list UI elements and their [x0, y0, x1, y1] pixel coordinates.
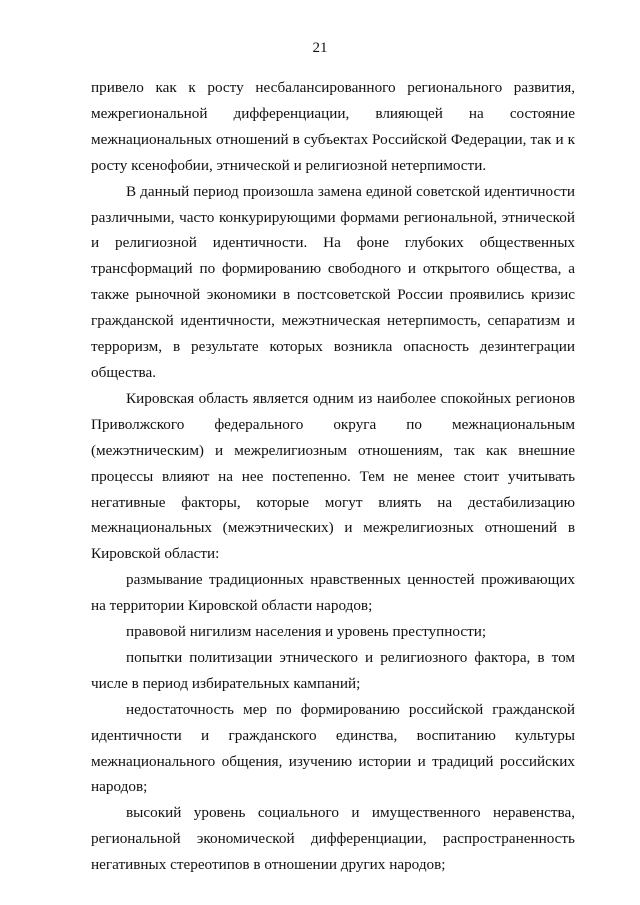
paragraph-identity-replacement: В данный период произошла замена единой советской идентичности различными, часто конкурирующими формами региональной, этнической и религиозной идентичности. На фоне глубоких общественных трансформаций по формированию свободного и открытого общества, а также рыночной экономики в постсоветской России проявились кризис гражданской идентичности, межэтническая нетерпимость, сепаратизм и терроризм, в результате которых возникла опасность дезинтеграции общества. [91, 182, 575, 381]
list-item-legal-nihilism: правовой нигилизм населения и уровень преступности; [126, 623, 487, 641]
list-item-inequality: высокий уровень социального и имущественного неравенства, региональной экономической дифференциации, распространенность негативных стереотипов в отношении других народов; [91, 804, 575, 874]
paragraph-continuation: привело как к росту несбалансированного регионального развития, межрегиональной дифференциации, влияющей на состояние межнациональных отношений в субъектах Российской Федерации, так и к росту ксенофобии, этнической и религиозной нетерпимости. [91, 79, 575, 174]
list-item-civic-identity: недостаточность мер по формированию российской гражданской идентичности и гражданского единства, воспитанию культуры межнационального общения, изучению истории и традиций российских народов; [91, 700, 575, 796]
list-item-moral-values: размывание традиционных нравственных ценностей проживающих на территории Кировской области народов; [91, 571, 575, 615]
paragraph-kirov-region: Кировская область является одним из наиболее спокойных регионов Приволжского федерального округа по межнациональным (межэтническим) и межрелигиозным отношениям, так как внешние процессы влияют на нее постепенно. Тем не менее стоит учитывать негативные факторы, которые могут влиять на дестабилизацию межнациональных (межэтнических) и межрелигиозных отношений в Кировской области: [91, 389, 575, 563]
page-number: 21 [312, 40, 328, 56]
body-text [91, 75, 575, 878]
list-item-politicization: попытки политизации этнического и религиозного фактора, в том числе в период избирательных кампаний; [91, 648, 575, 692]
